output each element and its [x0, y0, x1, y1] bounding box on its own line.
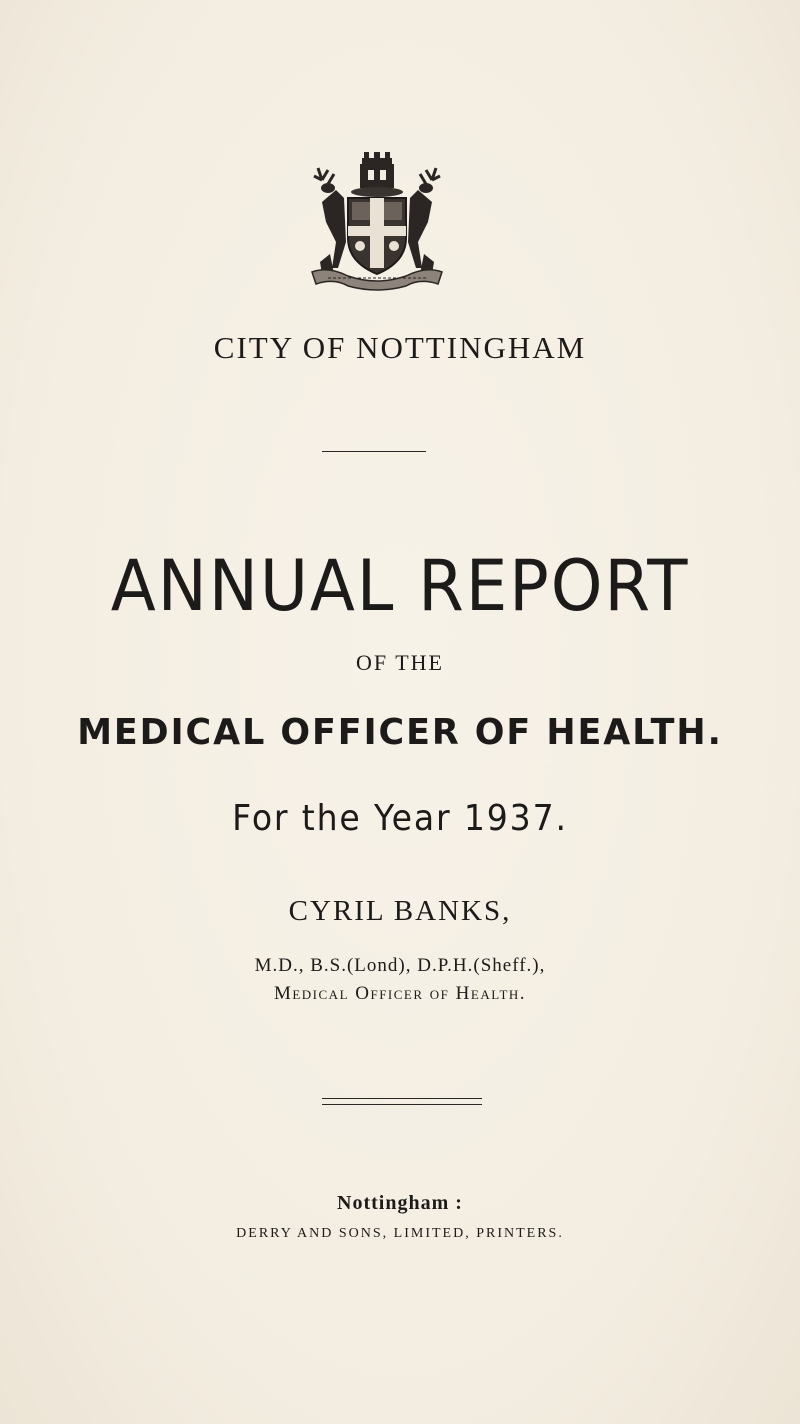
- city-coat-of-arms-icon: [308, 150, 446, 292]
- title-connector: OF THE: [356, 650, 444, 675]
- imprint-printer: DERRY AND SONS, LIMITED, PRINTERS.: [236, 1226, 564, 1241]
- double-divider-rule: [322, 1098, 482, 1105]
- city-name: CITY OF NOTTINGHAM: [213, 330, 587, 365]
- author-position: Medical Officer of Health.: [273, 983, 527, 1004]
- report-subject: MEDICAL OFFICER OF HEALTH.: [77, 712, 723, 753]
- report-year: For the Year 1937.: [232, 798, 568, 839]
- imprint-place: Nottingham :: [337, 1192, 463, 1214]
- author-name: CYRIL BANKS,: [288, 895, 512, 927]
- report-title: ANNUAL REPORT: [110, 545, 690, 627]
- author-qualifications: M.D., B.S.(Lond), D.P.H.(Sheff.),: [254, 955, 546, 976]
- divider-rule: [322, 451, 426, 452]
